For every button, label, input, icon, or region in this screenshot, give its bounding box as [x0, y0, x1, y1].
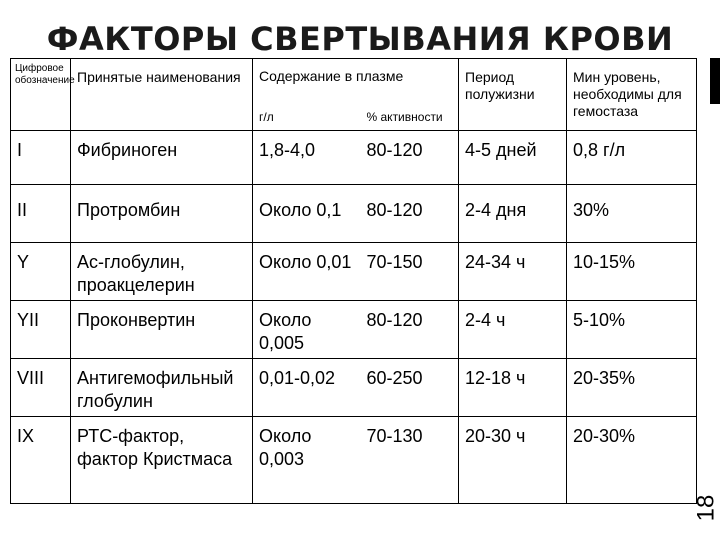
cell-activity: 80-120 — [361, 301, 459, 359]
edge-bar — [710, 58, 720, 104]
cell-half-life: 20-30 ч — [459, 417, 567, 504]
cell-gl: Около 0,1 — [253, 185, 361, 243]
cell-number: VIII — [11, 359, 71, 417]
header-number: Цифровое обозначение — [11, 59, 71, 131]
header-plasma-gl: г/л — [253, 95, 361, 131]
cell-activity: 80-120 — [361, 185, 459, 243]
slide-number-text: 18 — [691, 494, 719, 522]
coagulation-factors-table — [10, 58, 697, 504]
cell-activity: 60-250 — [361, 359, 459, 417]
cell-gl: Около 0,003 — [253, 417, 361, 504]
cell-half-life: 12-18 ч — [459, 359, 567, 417]
cell-number: II — [11, 185, 71, 243]
cell-min-level: 20-35% — [567, 359, 697, 417]
slide-title: ФАКТОРЫ СВЕРТЫВАНИЯ КРОВИ — [46, 20, 674, 58]
cell-name: Ас-глобулин, проакцелерин — [71, 243, 253, 301]
cell-min-level: 5-10% — [567, 301, 697, 359]
cell-name: Фибриноген — [71, 131, 253, 185]
cell-min-level: 0,8 г/л — [567, 131, 697, 185]
cell-gl: 1,8-4,0 — [253, 131, 361, 185]
cell-number: YII — [11, 301, 71, 359]
cell-name: РТС-фактор, фактор Кристмаса — [71, 417, 253, 504]
header-min-level: Мин уровень, необходимы для гемостаза — [567, 59, 697, 131]
header-half-life: Период полужизни — [459, 59, 567, 131]
cell-name: Антигемофильный глобулин — [71, 359, 253, 417]
cell-half-life: 24-34 ч — [459, 243, 567, 301]
cell-activity: 70-150 — [361, 243, 459, 301]
cell-name: Проконвертин — [71, 301, 253, 359]
cell-number: Y — [11, 243, 71, 301]
cell-gl: Около 0,01 — [253, 243, 361, 301]
cell-activity: 70-130 — [361, 417, 459, 504]
header-name: Принятые наименования — [71, 59, 253, 131]
header-plasma-activity: % активности — [361, 95, 459, 131]
cell-min-level: 10-15% — [567, 243, 697, 301]
cell-half-life: 2-4 дня — [459, 185, 567, 243]
cell-number: IX — [11, 417, 71, 504]
cell-name: Протромбин — [71, 185, 253, 243]
cell-number: I — [11, 131, 71, 185]
cell-gl: Около 0,005 — [253, 301, 361, 359]
cell-activity: 80-120 — [361, 131, 459, 185]
cell-half-life: 2-4 ч — [459, 301, 567, 359]
cell-min-level: 20-30% — [567, 417, 697, 504]
cell-gl: 0,01-0,02 — [253, 359, 361, 417]
cell-min-level: 30% — [567, 185, 697, 243]
cell-half-life: 4-5 дней — [459, 131, 567, 185]
header-plasma: Содержание в плазме — [253, 59, 459, 95]
